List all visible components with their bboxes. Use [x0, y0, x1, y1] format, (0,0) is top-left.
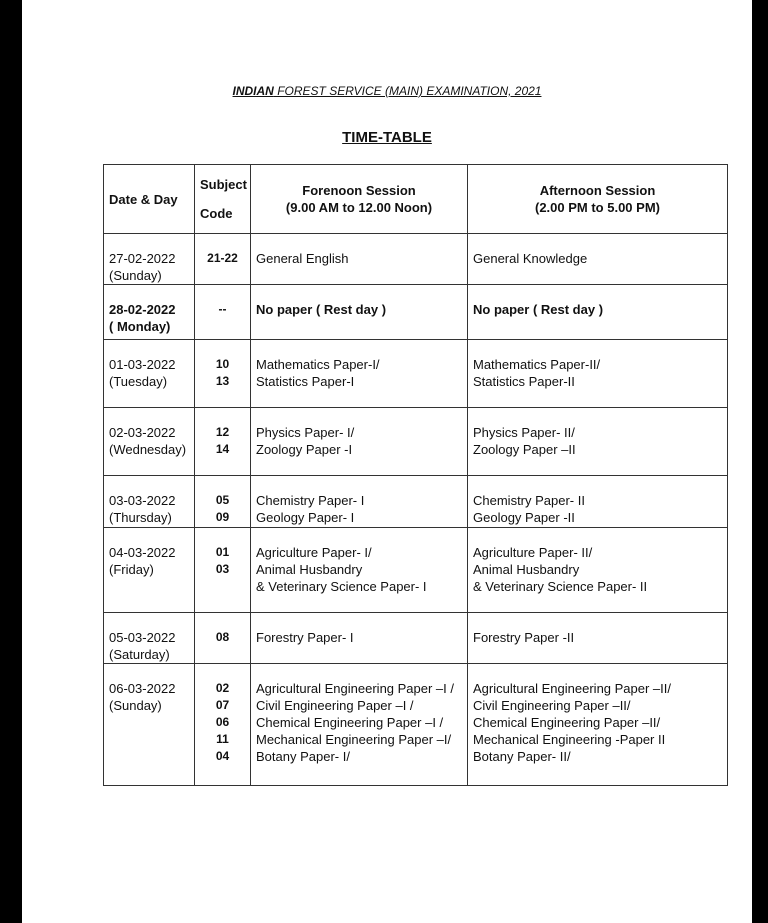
forenoon-paper: Zoology Paper -I	[256, 442, 353, 457]
afternoon-paper: Civil Engineering Paper –II/	[473, 698, 631, 713]
afternoon-paper: Physics Paper- II/	[473, 425, 575, 440]
afternoon-cell	[468, 528, 728, 613]
exam-title-rest: FOREST SERVICE (MAIN) EXAMINATION, 2021	[273, 84, 542, 98]
subject-code: 11	[216, 732, 229, 746]
timetable	[103, 164, 728, 786]
subject-code: 07	[215, 698, 230, 712]
header-code: Code	[200, 206, 233, 221]
table-row	[104, 285, 728, 340]
subject-code-cell	[195, 340, 251, 408]
afternoon-paper: Chemical Engineering Paper –II/	[473, 715, 661, 730]
timetable-body	[104, 234, 728, 786]
day-text: ( Monday)	[109, 319, 171, 334]
day-text: (Thursday)	[109, 510, 172, 525]
afternoon-paper: Zoology Paper –II	[473, 442, 576, 457]
table-row	[104, 613, 728, 664]
afternoon-paper: General Knowledge	[473, 251, 588, 266]
date-text: 01-03-2022	[109, 357, 176, 372]
afternoon-cell	[468, 234, 728, 285]
date-text: 05-03-2022	[109, 630, 176, 645]
subject-code: 09	[215, 510, 230, 524]
exam-title	[22, 84, 752, 98]
day-text: (Tuesday)	[109, 374, 168, 389]
day-text: (Sunday)	[109, 698, 162, 713]
date-cell	[104, 234, 195, 285]
header-afternoon-label: Afternoon Session	[539, 183, 656, 198]
subject-code: 02	[215, 681, 230, 695]
afternoon-cell	[468, 664, 728, 786]
subject-code-cell	[195, 476, 251, 528]
date-cell	[104, 528, 195, 613]
header-subject-code	[195, 165, 251, 234]
table-row	[104, 476, 728, 528]
subject-code-cell	[195, 234, 251, 285]
table-row	[104, 234, 728, 285]
date-text: 06-03-2022	[109, 681, 176, 696]
forenoon-cell	[251, 664, 468, 786]
subject-code-cell	[195, 613, 251, 664]
subject-code-cell	[195, 408, 251, 476]
day-text: (Wednesday)	[109, 442, 187, 457]
document-page	[22, 0, 752, 923]
afternoon-paper: Mathematics Paper-II/	[473, 357, 601, 372]
afternoon-paper: Statistics Paper-II	[473, 374, 575, 389]
date-text: 04-03-2022	[109, 545, 176, 560]
subject-code: 13	[215, 374, 230, 388]
afternoon-cell	[468, 408, 728, 476]
header-subject: Subject	[200, 177, 247, 192]
forenoon-paper: Agricultural Engineering Paper –I /	[256, 681, 455, 696]
date-text: 27-02-2022	[109, 251, 176, 266]
afternoon-paper: Mechanical Engineering -Paper II	[473, 732, 666, 747]
date-cell	[104, 408, 195, 476]
header-forenoon	[251, 165, 468, 234]
forenoon-paper: Geology Paper- I	[256, 510, 355, 525]
afternoon-cell	[468, 613, 728, 664]
subject-code: 03	[215, 562, 230, 576]
header-afternoon	[468, 165, 728, 234]
forenoon-cell	[251, 285, 468, 340]
subject-code: 12	[215, 425, 230, 439]
forenoon-paper: Civil Engineering Paper –I /	[256, 698, 414, 713]
subject-code: 08	[215, 630, 230, 644]
header-date-day: Date & Day	[104, 165, 195, 234]
afternoon-paper: Chemistry Paper- II	[473, 493, 585, 508]
forenoon-cell	[251, 340, 468, 408]
subject-code: 21-22	[207, 251, 238, 265]
header-forenoon-label: Forenoon Session	[302, 183, 416, 198]
forenoon-paper: Forestry Paper- I	[256, 630, 354, 645]
day-text: (Friday)	[109, 562, 154, 577]
forenoon-paper: Chemical Engineering Paper –I /	[256, 715, 444, 730]
afternoon-paper: Forestry Paper -II	[473, 630, 575, 645]
afternoon-paper: Geology Paper -II	[473, 510, 575, 525]
forenoon-paper: Botany Paper- I/	[256, 749, 350, 764]
exam-title-bold: INDIAN	[232, 84, 274, 98]
forenoon-paper: General English	[256, 251, 349, 266]
afternoon-cell	[468, 285, 728, 340]
afternoon-paper: Animal Husbandry	[473, 562, 580, 577]
forenoon-cell	[251, 234, 468, 285]
afternoon-paper: Agriculture Paper- II/	[473, 545, 593, 560]
forenoon-paper: Animal Husbandry	[256, 562, 363, 577]
table-row	[104, 664, 728, 786]
afternoon-paper: & Veterinary Science Paper- II	[473, 579, 648, 594]
date-cell	[104, 340, 195, 408]
subject-code: 04	[215, 749, 230, 763]
subject-code: 01	[215, 545, 230, 559]
forenoon-paper: Mechanical Engineering Paper –I/	[256, 732, 452, 747]
forenoon-cell	[251, 408, 468, 476]
header-afternoon-time: (2.00 PM to 5.00 PM)	[535, 200, 660, 215]
day-text: (Sunday)	[109, 268, 162, 283]
forenoon-cell	[251, 613, 468, 664]
afternoon-cell	[468, 340, 728, 408]
date-cell	[104, 664, 195, 786]
forenoon-paper: & Veterinary Science Paper- I	[256, 579, 427, 594]
date-text: 02-03-2022	[109, 425, 176, 440]
afternoon-paper: No paper ( Rest day )	[473, 302, 604, 317]
table-row	[104, 528, 728, 613]
header-row	[104, 165, 728, 234]
day-text: (Saturday)	[109, 647, 170, 662]
afternoon-paper: Agricultural Engineering Paper –II/	[473, 681, 672, 696]
forenoon-paper: Agriculture Paper- I/	[256, 545, 372, 560]
forenoon-cell	[251, 528, 468, 613]
subject-code-cell	[195, 528, 251, 613]
forenoon-paper: No paper ( Rest day )	[256, 302, 387, 317]
afternoon-paper: Botany Paper- II/	[473, 749, 571, 764]
subject-code-cell	[195, 285, 251, 340]
subject-code: 14	[215, 442, 230, 456]
subject-code: 10	[215, 357, 230, 371]
date-cell	[104, 476, 195, 528]
date-text: 28-02-2022	[109, 302, 176, 317]
subject-code: 06	[215, 715, 230, 729]
afternoon-cell	[468, 476, 728, 528]
subject-code: 05	[215, 493, 230, 507]
forenoon-paper: Mathematics Paper-I/	[256, 357, 380, 372]
timetable-title: TIME-TABLE	[342, 129, 432, 146]
forenoon-cell	[251, 476, 468, 528]
header-forenoon-time: (9.00 AM to 12.00 Noon)	[285, 200, 433, 215]
forenoon-paper: Chemistry Paper- I	[256, 493, 365, 508]
date-text: 03-03-2022	[109, 493, 176, 508]
forenoon-paper: Physics Paper- I/	[256, 425, 355, 440]
subject-code-cell	[195, 664, 251, 786]
table-row	[104, 340, 728, 408]
date-cell	[104, 285, 195, 340]
forenoon-paper: Statistics Paper-I	[256, 374, 355, 389]
subject-code: --	[218, 302, 227, 316]
table-row	[104, 408, 728, 476]
date-cell	[104, 613, 195, 664]
